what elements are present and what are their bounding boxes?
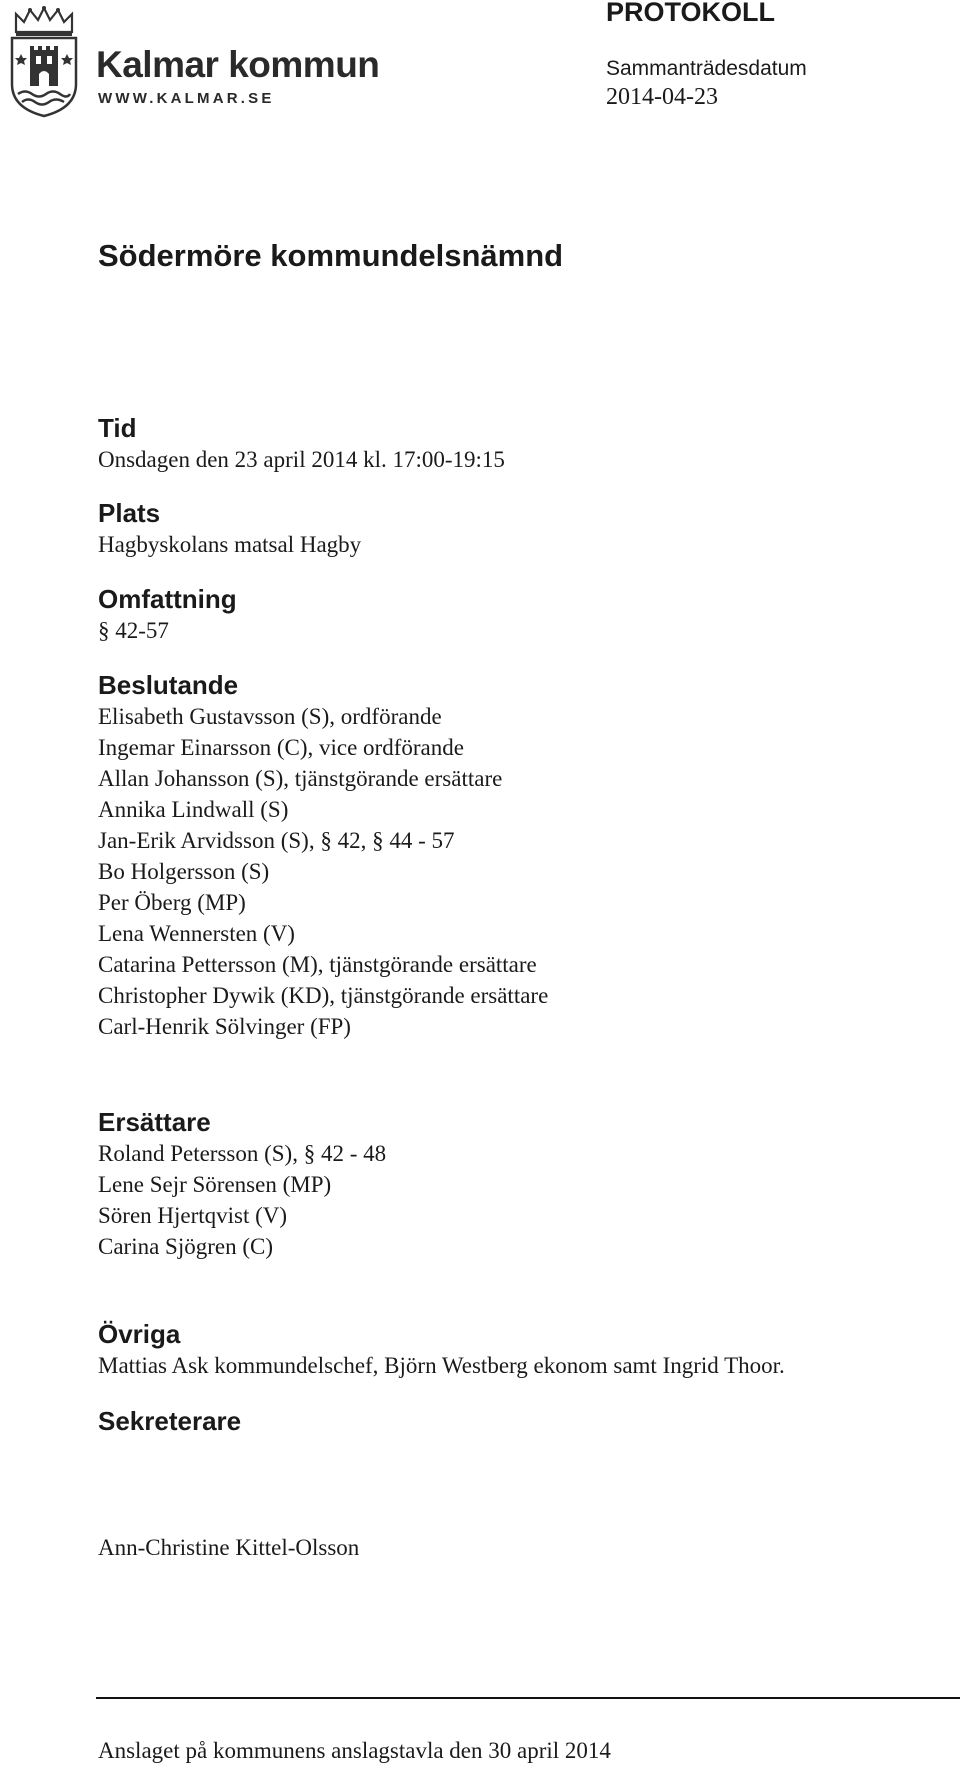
footer-divider bbox=[96, 1697, 960, 1699]
committee-title: Södermöre kommundelsnämnd bbox=[98, 238, 564, 273]
member-line: Jan-Erik Arvidsson (S), § 42, § 44 - 57 bbox=[98, 828, 455, 853]
member-line: Per Öberg (MP) bbox=[98, 890, 246, 915]
logo-url: WWW.KALMAR.SE bbox=[98, 90, 275, 107]
section-heading: Tid bbox=[98, 413, 137, 443]
section-plats bbox=[98, 497, 361, 560]
secretary-name: Ann-Christine Kittel-Olsson bbox=[98, 1535, 360, 1560]
section-sekreterare bbox=[98, 1405, 241, 1437]
section-heading: Omfattning bbox=[98, 584, 237, 614]
section-line: § 42-57 bbox=[98, 618, 169, 643]
substitute-line: Roland Petersson (S), § 42 - 48 bbox=[98, 1141, 387, 1166]
posting-notice: Anslaget på kommunens anslagstavla den 30 april 2014 bbox=[98, 1738, 611, 1763]
section-heading: Plats bbox=[98, 498, 161, 528]
member-line: Carl-Henrik Sölvinger (FP) bbox=[98, 1014, 351, 1039]
member-line: Allan Johansson (S), tjänstgörande ersättare bbox=[98, 766, 503, 791]
section-beslutande bbox=[98, 669, 548, 1042]
section-line: Mattias Ask kommundelschef, Björn Westberg ekonom samt Ingrid Thoor. bbox=[98, 1353, 785, 1378]
section-line: Onsdagen den 23 april 2014 kl. 17:00-19:15 bbox=[98, 447, 505, 472]
section-heading: Övriga bbox=[98, 1319, 181, 1349]
meeting-date: 2014-04-23 bbox=[606, 84, 718, 110]
member-line: Annika Lindwall (S) bbox=[98, 797, 289, 822]
substitute-line: Lene Sejr Sörensen (MP) bbox=[98, 1172, 332, 1197]
section-ersattare bbox=[98, 1106, 386, 1262]
section-tid bbox=[98, 412, 505, 475]
section-heading: Ersättare bbox=[98, 1107, 211, 1137]
member-line: Bo Holgersson (S) bbox=[98, 859, 270, 884]
member-line: Lena Wennersten (V) bbox=[98, 921, 295, 946]
section-heading: Sekreterare bbox=[98, 1406, 242, 1436]
section-omfattning bbox=[98, 583, 237, 646]
substitute-line: Carina Sjögren (C) bbox=[98, 1234, 274, 1259]
document-type: PROTOKOLL bbox=[606, 0, 776, 27]
logo-wordmark: Kalmar kommun bbox=[96, 44, 380, 85]
kalmar-crest-logo-icon bbox=[8, 6, 80, 118]
member-line: Christopher Dywik (KD), tjänstgörande ersättare bbox=[98, 983, 549, 1008]
meeting-date-label: Sammanträdesdatum bbox=[606, 57, 807, 80]
substitute-line: Sören Hjertqvist (V) bbox=[98, 1203, 288, 1228]
member-line: Elisabeth Gustavsson (S), ordförande bbox=[98, 704, 442, 729]
member-line: Catarina Pettersson (M), tjänstgörande ersättare bbox=[98, 952, 537, 977]
section-heading: Beslutande bbox=[98, 670, 239, 700]
section-line: Hagbyskolans matsal Hagby bbox=[98, 532, 362, 557]
member-line: Ingemar Einarsson (C), vice ordförande bbox=[98, 735, 464, 760]
section-ovriga bbox=[98, 1318, 785, 1381]
